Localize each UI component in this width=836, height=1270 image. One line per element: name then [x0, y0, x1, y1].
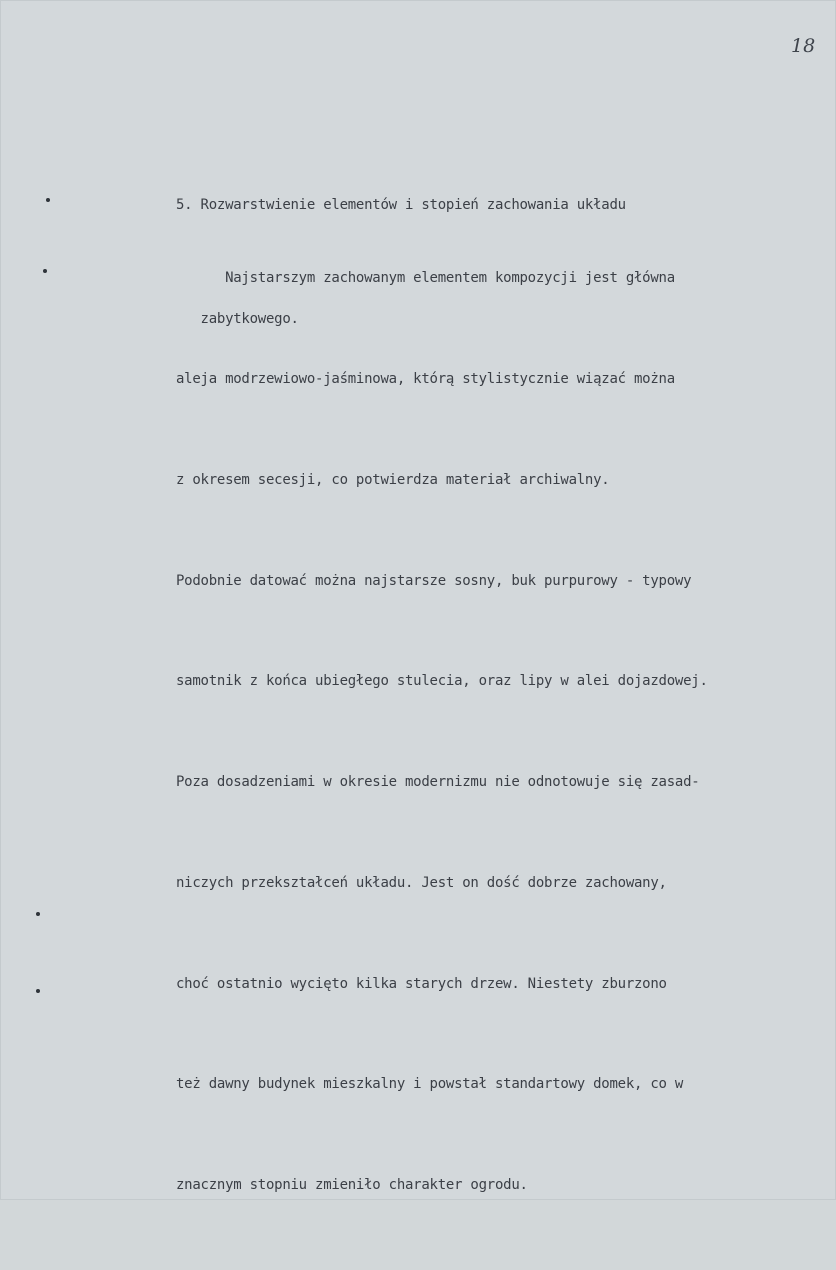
paragraph-line: samotnik z końca ubiegłego stulecia, oraz lipy w alei dojazdowej. [176, 673, 708, 690]
paragraph-line: z okresem secesji, co potwierdza materiał archiwalny. [176, 471, 610, 488]
binder-hole-mark [46, 198, 50, 202]
paragraph-line: aleja modrzewiowo-jaśminowa, którą stylistycznie wiązać można [176, 370, 675, 387]
paragraph-line: też dawny budynek mieszkalny i powstał standartowy domek, co w [176, 1076, 684, 1093]
heading-line: zabytkowego. [176, 311, 299, 327]
page-number: 18 [791, 35, 816, 57]
binder-hole-mark [43, 269, 47, 273]
paragraph-line: znacznym stopniu zmieniło charakter ogrodu. [176, 1177, 528, 1194]
paragraph-line: choć ostatnio wycięto kilka starych drzew. Niestety zburzono [176, 975, 667, 992]
paragraph-line: Poza dosadzeniami w okresie modernizmu nie odnotowuje się zasad- [176, 774, 700, 791]
paragraph-line: niczych przekształceń układu. Jest on dość dobrze zachowany, [176, 874, 667, 891]
binder-hole-mark [36, 912, 40, 916]
paragraph-line: Najstarszym zachowanym elementem kompozycji jest główna [176, 270, 675, 287]
heading-line: 5. Rozwarstwienie elementów i stopień zachowania układu [176, 197, 626, 213]
paragraph-line: Podobnie datować można najstarsze sosny, buk purpurowy - typowy [176, 572, 692, 589]
section-body-paragraph [176, 195, 708, 1270]
binder-hole-mark [36, 989, 40, 993]
